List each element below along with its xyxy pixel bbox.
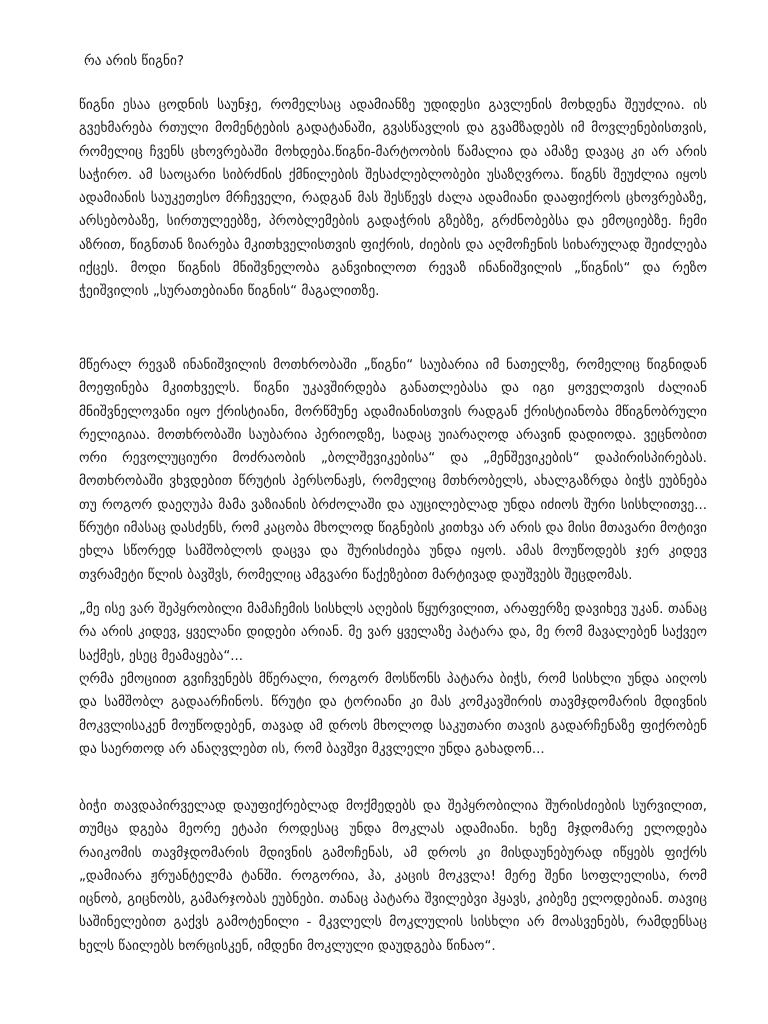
paragraph-2: მწერალ რევაზ ინანიშვილის მოთხრობაში „წიგნი“ საუბარია იმ ნათელზე, რომელიც წიგნიდან მოეფინება მკითხველს. წიგნი უკავშირდება განათლებასა და იგი ყოველთვის ძალიან მნიშვნელოვანი იყო ქრისტიანი, მორწმუნე ადამიანისთვის რადგან ქრისტიანობა მწიგნობრული რელიგიაა. მოთხრობაში საუბარია პერიოდზე, სადაც უიარაღოდ არავინ დადიოდა. ვეცნობით ორი რევოლუციური მოძრაობის „ბოლშევიკებისა“ და „მენშევიკების“ დაპირისპირებას. მოთხრობაში ვხვდებით წრუტის პერსონაჟს, რომელიც მთხრობელს, ახალგაზრდა ბიჭს ეუბნება თუ როგორ დაეღუპა მამა ვაზიანის ბრძოლაში და აუცილებლად უნდა იძიოს შური სისხლითვე... წრუტი იმასაც დასძენს, რომ კაცობა მხოლოდ წიგნების კითხვა არ არის და მისი მთავარი მოტივი ეხლა სწორედ სამშობლოს დაცვა და შურისძიება უნდა იყოს. ამას მოუწოდებს ჯერ კიდევ თვრამეტი წლის ბავშვს, რომელიც ამგვარი წაქეზებით მარტივად დაუშვებს შეცდომას. — [79, 358, 707, 583]
paragraph-5: ბიჭი თავდაპირველად დაუფიქრებლად მოქმედებს და შეპყრობილია შურისძიების სურვილით, თუმცა დგება მეორე ეტაპი როდესაც უნდა მოკლას ადამიანი. ხეზე მჯდომარე ელოდება რაიკომის თავმჯდომარის მდივნის გამოჩენას, ამ დროს კი მისდაუნებურად იწყებს ფიქრს „დამიარა ჟრუანტელმა ტანში. როგორია, ჰა, კაცის მოკვლა! მერე შენი სოფლელისა, რომ იცნობ, გიცნობს, გამარჯობას ეუბნები. თანაც პატარა შვილებვი ჰყავს, კიბეზე ელოდებიან. თავიც საშინელებით გაქვს გამოტენილი - მკვლელს მოკლულის სისხლი არ მოასვენებს, რამდენსაც ხელს წაილებს ხორცისკენ, იმდენი მოკლული დაუდგება წინაო“. — [79, 799, 707, 954]
paragraph-3: „მე ისე ვარ შეპყრობილი მამაჩემის სისხლს აღების წყურვილით, არაფერზე დავიხევ უკან. თანაც რა არის კიდევ, ყველანი დიდები არიან. მე ვარ ყველაზე პატარა და, მე რომ მავალებენ საქვეო საქმეს, ესეც მეამაყება“... — [79, 602, 707, 664]
paragraph-1: წიგნი ესაა ცოდნის საუნჯე, რომელსაც ადამიანზე უდიდესი გავლენის მოხდენა შეუძლია. ის გვეხმარება რთული მომენტების გადატანაში, გვასწავლის და გვამზადებს იმ მოვლენებისთვის, რომელიც ჩვენს ცხოვრებაში მოხდება.წიგნი-მარტოობის წამალია და ამაზე დავაც კი არ არის საჭირო. ამ საოცარი სიბრძნის ქმნილების შესაძლებლობები უსაზღვროა. წიგნს შეუძლია იყოს ადამიანის საუკეთესო მრჩეველი, რადგან მას შესწევს ძალა ადამიანი დააფიქროს ცხოვრებაზე, არსებობაზე, სირთულეებზე, პრობლემების გადაჭრის გზებზე, გრძნობებსა და ემოციებზე. ჩემი აზრით, წიგნთან ზიარება მკითხველისთვის ფიქრის, ძიების და აღმოჩენის სიხარულად შეიძლება იქცეს. მოდი წიგნის მნიშვნელობა განვიხილოთ რევაზ ინანიშვილის „წიგნის“ და რეზო ჭეიშვილის „სურათებიანი წიგნის“ მაგალითზე. — [79, 98, 707, 300]
paragraph-4: ღრმა ემოციით გვიჩვენებს მწერალი, როგორ მოსწონს პატარა ბიჭს, რომ სისხლი უნდა აიღოს და სამშობლ გადაარჩინოს. წრუტი და ტორიანი კი მას კომკავშირის თავმჯდომარის მდივნის მოკვლისაკენ მოუწოდებენ, თავად ამ დროს მხოლოდ საკუთარი თავის გადარჩენაზე ფიქრობენ და საერთოდ არ ანაღვლებთ ის, რომ ბავშვი მკვლელი უნდა გახადონ... — [79, 672, 707, 757]
page-title: რა არის წიგნი? — [84, 54, 185, 69]
